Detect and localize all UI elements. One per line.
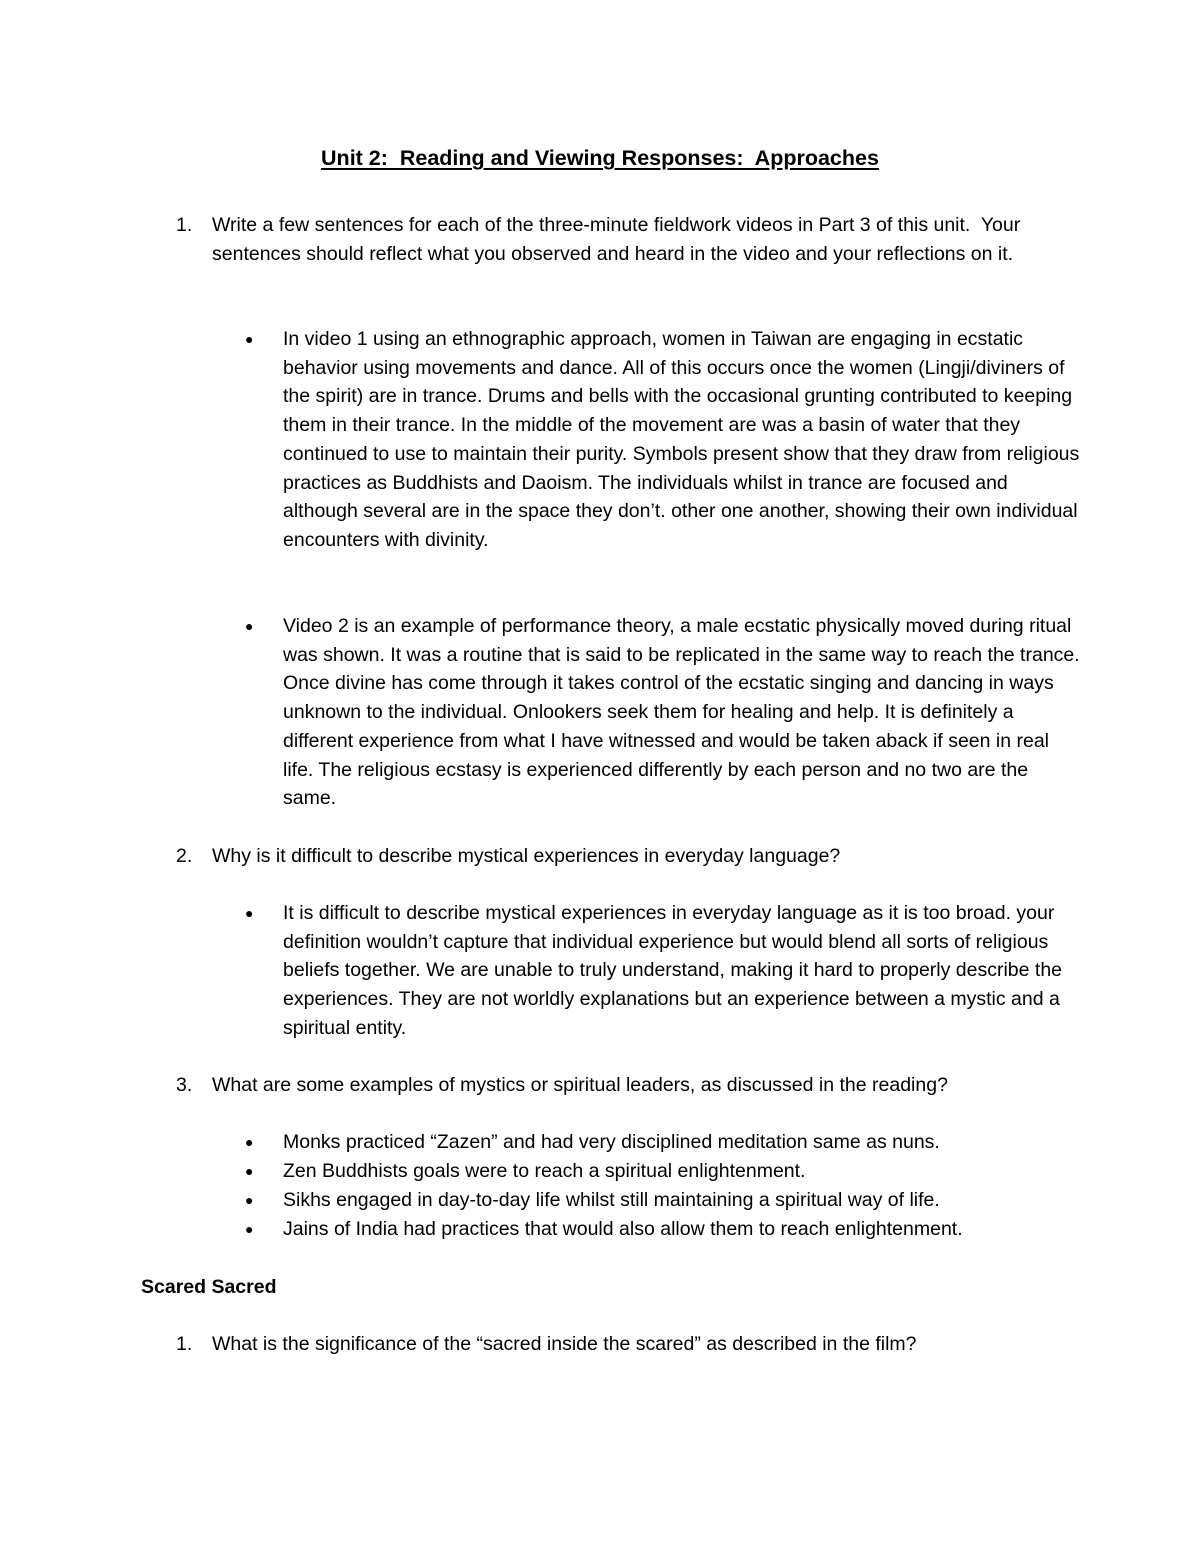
section-question-1-text: What is the significance of the “sacred inside the scared” as described in the film? [212,1333,917,1355]
bullet-icon: ● [245,331,254,347]
question-3-number: 3. [176,1074,193,1096]
answer-2-1: It is difficult to describe mystical experiences in everyday language as it is too broad. your definition wouldn’t capture that individual experience but would blend all sorts of religious beliefs together. We are unable to truly understand, making it hard to properly describe the experiences. They are not worldly explanations but an experience between a mystic and a spiritual entity. [283,902,1063,1039]
bullet-icon: ● [245,1163,254,1179]
bullet-icon: ● [245,1221,254,1237]
section-question-1-number: 1. [176,1333,193,1355]
question-3-text: What are some examples of mystics or spiritual leaders, as discussed in the reading? [212,1074,948,1096]
question-2-number: 2. [176,845,193,867]
bullet-icon: ● [245,618,254,634]
answer-3-2: Zen Buddhists goals were to reach a spiritual enlightenment. [283,1160,806,1182]
document-title: Unit 2: Reading and Viewing Responses: Approaches [321,146,879,170]
question-1-number: 1. [176,214,193,236]
answer-1-2: Video 2 is an example of performance theory, a male ecstatic physically moved during ritual was shown. It was a routine that is said to be replicated in the same way to reach the trance. Once divine has come through it takes control of the ecstatic singing and dancing in ways unknown to the individual. Onlookers seek them for healing and help. It is definitely a different experience from what I have witnessed and would be taken aback if seen in real life. The religious ecstasy is experienced differently by each person and no two are the same. [283,615,1080,810]
bullet-icon: ● [245,905,254,921]
question-1-text: Write a few sentences for each of the three-minute fieldwork videos in Part 3 of this unit. Your sentences should reflect what you observed and heard in the video and your reflections on it. [212,214,1026,265]
question-2-text: Why is it difficult to describe mystical experiences in everyday language? [212,845,841,867]
answer-3-3: Sikhs engaged in day-to-day life whilst still maintaining a spiritual way of life. [283,1189,940,1211]
section-heading: Scared Sacred [141,1276,277,1298]
answer-3-4: Jains of India had practices that would also allow them to reach enlightenment. [283,1218,963,1240]
bullet-icon: ● [245,1134,254,1150]
answer-3-1: Monks practiced “Zazen” and had very disciplined meditation same as nuns. [283,1131,940,1153]
bullet-icon: ● [245,1192,254,1208]
answer-1-1: In video 1 using an ethnographic approach, women in Taiwan are engaging in ecstatic behavior using movements and dance. All of this occurs once the women (Lingji/diviners of the spirit) are in trance. Drums and bells with the occasional grunting contributed to keeping them in their trance. In the middle of the movement are was a basin of water that they continued to use to maintain their purity. Symbols present show that they draw from religious practices as Buddhists and Daoism. The individuals whilst in trance are focused and although several are in the space they don’t. other one another, showing their own individual encounters with divinity. [283,328,1080,551]
